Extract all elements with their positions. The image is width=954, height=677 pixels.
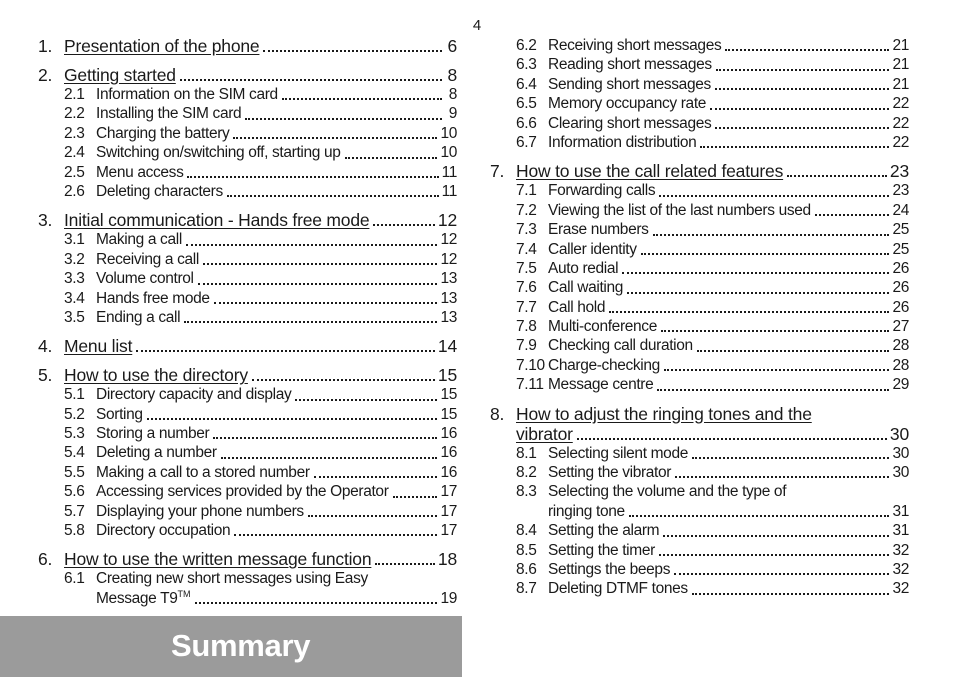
dot-leader: [245, 114, 442, 120]
section-number: 5.4: [64, 444, 85, 462]
section-title: Reading short messages: [548, 56, 712, 74]
section-line[interactable]: [490, 579, 909, 598]
section-line[interactable]: [38, 521, 457, 540]
page-ref: 31: [892, 522, 909, 540]
section-number: 7.2: [516, 201, 537, 219]
section-line-continued[interactable]: [38, 589, 457, 608]
section-number: 7.8: [516, 318, 537, 336]
page-ref: 13: [440, 270, 457, 288]
section-number: 2.6: [64, 182, 85, 200]
page-ref: 12: [437, 210, 457, 231]
section-title: Receiving a call: [96, 250, 199, 268]
section-title-text: Message T9: [96, 589, 178, 607]
section-number: 8.2: [516, 464, 537, 482]
section-number: 6.6: [516, 114, 537, 132]
page-ref: 15: [440, 386, 457, 404]
section-line[interactable]: [490, 55, 909, 74]
section-line[interactable]: [38, 482, 457, 501]
section-line[interactable]: [38, 385, 457, 404]
section-number: 3.5: [64, 308, 85, 326]
section-title: Forwarding calls: [548, 182, 656, 200]
dot-leader: [697, 346, 890, 352]
section-line[interactable]: [38, 182, 457, 201]
page-ref: 28: [892, 337, 909, 355]
section-line[interactable]: [490, 521, 909, 540]
chapter-number: 4.: [38, 336, 53, 357]
section-title: Making a call: [96, 231, 182, 249]
dot-leader: [715, 123, 889, 129]
section-number: 3.3: [64, 270, 85, 288]
chapter-line[interactable]: [38, 210, 457, 230]
dot-leader: [663, 531, 889, 537]
section-title: [548, 502, 625, 521]
page-ref: 26: [892, 298, 909, 316]
dot-leader: [609, 307, 889, 313]
section-number: 3.4: [64, 289, 85, 307]
section-title: Memory occupancy rate: [548, 95, 707, 113]
section-line[interactable]: [490, 133, 909, 152]
page-ref: 22: [892, 114, 909, 132]
dot-leader: [198, 279, 438, 285]
toc-chapter: [38, 65, 457, 201]
section-number: 7.3: [516, 221, 537, 239]
page-ref: 28: [892, 356, 909, 374]
chapter-number: 6.: [38, 549, 53, 570]
page-ref: 14: [437, 336, 457, 357]
dot-leader: [195, 598, 438, 604]
section-line[interactable]: [490, 181, 909, 200]
page-ref: 25: [892, 240, 909, 258]
section-number: 7.11: [516, 376, 544, 394]
section-title: Creating new short messages using Easy: [96, 570, 368, 588]
section-title: Erase numbers: [548, 221, 649, 239]
section-number: 2.2: [64, 105, 85, 123]
summary-banner: [0, 616, 462, 677]
page-ref: 22: [892, 95, 909, 113]
section-number: 5.2: [64, 405, 85, 423]
section-number: 8.1: [516, 444, 537, 462]
section-number: 2.5: [64, 163, 85, 181]
section-title: Charge-checking: [548, 356, 660, 374]
section-title: Auto redial: [548, 259, 619, 277]
toc-chapter: [490, 161, 909, 394]
dot-leader: [787, 171, 887, 177]
dot-leader: [716, 65, 890, 71]
chapter-title-link[interactable]: Getting started: [64, 65, 176, 85]
page-ref: 21: [892, 56, 909, 74]
chapter-line-continued[interactable]: [490, 424, 909, 444]
toc-column-left: [38, 36, 457, 617]
dot-leader: [622, 268, 889, 274]
section-title: Setting the vibrator: [548, 464, 672, 482]
toc-chapter: [38, 210, 457, 327]
section-number: 8.4: [516, 522, 537, 540]
toc-chapter: [38, 365, 457, 540]
section-line[interactable]: [490, 463, 909, 482]
dot-leader: [221, 453, 438, 459]
page-ref: 10: [440, 144, 457, 162]
page-ref: 12: [440, 250, 457, 268]
dot-leader: [664, 365, 890, 371]
page-ref: 15: [437, 365, 457, 386]
section-title: Displaying your phone numbers: [96, 502, 304, 520]
chapter-line[interactable]: [38, 549, 457, 569]
dot-leader: [186, 240, 438, 246]
section-line[interactable]: [490, 375, 909, 394]
section-line[interactable]: [490, 220, 909, 239]
section-title: Directory occupation: [96, 522, 231, 540]
section-title: Making a call to a stored number: [96, 463, 310, 481]
summary-title: Summary: [171, 628, 311, 663]
dot-leader: [659, 191, 889, 197]
section-number: 6.1: [64, 570, 85, 588]
section-title: Settings the beeps: [548, 560, 671, 578]
dot-leader: [136, 346, 435, 352]
section-line-continued[interactable]: [490, 502, 909, 521]
section-line[interactable]: [490, 482, 909, 501]
chapter-title-link[interactable]: Initial communication - Hands free mode: [64, 210, 370, 231]
chapter-title-link[interactable]: vibrator: [516, 423, 573, 444]
dot-leader: [187, 172, 438, 178]
page-ref: 25: [892, 221, 909, 239]
chapter-title-link[interactable]: Menu list: [64, 336, 133, 357]
section-title: Menu access: [96, 163, 184, 181]
section-title: Call hold: [548, 298, 606, 316]
dot-leader: [375, 559, 435, 565]
section-title-text: ringing tone: [548, 502, 625, 520]
page-ref: 6: [447, 36, 457, 56]
section-title: Receiving short messages: [548, 36, 722, 54]
section-title: Accessing services provided by the Operator: [96, 483, 389, 501]
page-ref: 32: [892, 580, 909, 598]
chapter-line[interactable]: [490, 161, 909, 181]
section-line[interactable]: [38, 124, 457, 143]
section-line[interactable]: [38, 463, 457, 482]
chapter-number: 8.: [490, 403, 505, 424]
section-title: Ending a call: [96, 308, 181, 326]
dot-leader: [295, 395, 437, 401]
section-number: 8.5: [516, 541, 537, 559]
section-number: 2.3: [64, 124, 85, 142]
dot-leader: [373, 220, 435, 226]
chapter-title-link[interactable]: How to use the written message function: [64, 549, 372, 570]
section-title: Directory capacity and display: [96, 386, 292, 404]
dot-leader: [657, 385, 889, 391]
section-line[interactable]: [490, 560, 909, 579]
dot-leader: [234, 530, 437, 536]
dot-leader: [629, 511, 890, 517]
section-line[interactable]: [38, 163, 457, 182]
section-number: 8.7: [516, 580, 537, 598]
dot-leader: [227, 191, 439, 197]
section-line[interactable]: [38, 143, 457, 162]
section-number: 2.4: [64, 144, 85, 162]
section-title: Sorting: [96, 405, 143, 423]
dot-leader: [675, 472, 889, 478]
chapter-line[interactable]: [38, 365, 457, 385]
section-line[interactable]: [490, 240, 909, 259]
page-ref: 29: [892, 376, 909, 394]
section-number: 5.7: [64, 502, 85, 520]
page-ref: 8: [447, 65, 457, 85]
chapter-line[interactable]: [38, 36, 457, 56]
section-number: 6.7: [516, 133, 537, 151]
toc-chapter: [38, 549, 457, 608]
page-ref: 12: [440, 231, 457, 249]
section-number: 5.1: [64, 386, 85, 404]
dot-leader: [233, 133, 437, 139]
dot-leader: [661, 326, 889, 332]
chapter-number: 7.: [490, 161, 505, 182]
page-ref: 30: [892, 444, 909, 462]
section-title: Setting the timer: [548, 541, 655, 559]
section-line[interactable]: [38, 308, 457, 327]
section-line[interactable]: [490, 201, 909, 220]
page-ref: 16: [440, 425, 457, 443]
chapter-title-link[interactable]: Presentation of the phone: [64, 36, 260, 56]
section-number: 6.4: [516, 75, 537, 93]
section-line[interactable]: [490, 75, 909, 94]
section-line[interactable]: [490, 317, 909, 336]
section-line[interactable]: [38, 424, 457, 443]
section-title: Sending short messages: [548, 75, 711, 93]
page-ref: 21: [892, 75, 909, 93]
chapter-number: 1.: [38, 36, 53, 56]
section-line[interactable]: [490, 36, 909, 55]
dot-leader: [659, 550, 890, 556]
section-line[interactable]: [490, 444, 909, 463]
toc-chapter: [490, 36, 909, 152]
section-number: 5.8: [64, 522, 85, 540]
section-title: Call waiting: [548, 279, 624, 297]
toc-chapter: [38, 36, 457, 56]
section-line[interactable]: [490, 356, 909, 375]
section-number: 6.5: [516, 95, 537, 113]
chapter-number: 3.: [38, 210, 53, 231]
page-ref: 26: [892, 259, 909, 277]
page-ref: 21: [892, 36, 909, 54]
section-line[interactable]: [38, 443, 457, 462]
dot-leader: [213, 433, 437, 439]
dot-leader: [715, 84, 890, 90]
section-line[interactable]: [490, 541, 909, 560]
section-line[interactable]: [38, 569, 457, 588]
section-title: Information on the SIM card: [96, 85, 278, 103]
section-number: 7.7: [516, 298, 537, 316]
chapter-title-link[interactable]: How to use the directory: [64, 365, 248, 386]
dot-leader: [692, 453, 889, 459]
section-number: 5.6: [64, 483, 85, 501]
section-line[interactable]: [490, 298, 909, 317]
chapter-number: 5.: [38, 365, 53, 386]
page-ref: 32: [892, 560, 909, 578]
dot-leader: [577, 434, 887, 440]
section-line[interactable]: [38, 405, 457, 424]
section-line[interactable]: [490, 94, 909, 113]
toc-column-right: [490, 36, 909, 608]
section-title: Charging the battery: [96, 124, 230, 142]
dot-leader: [263, 46, 442, 52]
trademark-mark: TM: [177, 588, 191, 599]
dot-leader: [815, 210, 890, 216]
dot-leader: [147, 414, 438, 420]
section-number: 7.1: [516, 182, 537, 200]
chapter-title-link[interactable]: How to use the call related features: [516, 161, 784, 182]
section-title: Clearing short messages: [548, 114, 712, 132]
dot-leader: [180, 75, 442, 81]
section-number: 7.6: [516, 279, 537, 297]
page-ref: 11: [441, 163, 457, 181]
page-ref: 17: [440, 522, 457, 540]
chapter-line[interactable]: [490, 404, 909, 424]
page-ref: 10: [440, 124, 457, 142]
dot-leader: [252, 375, 435, 381]
page-ref: 24: [892, 201, 909, 219]
page-ref: 27: [892, 318, 909, 336]
page-ref: 30: [889, 423, 909, 444]
section-number: 8.3: [516, 483, 537, 501]
page-ref: 8: [448, 85, 457, 103]
chapter-line[interactable]: [38, 65, 457, 85]
dot-leader: [653, 230, 890, 236]
page-ref: 15: [440, 405, 457, 423]
section-title: Storing a number: [96, 425, 210, 443]
section-title: Selecting silent mode: [548, 444, 688, 462]
section-line[interactable]: [38, 289, 457, 308]
section-title: Deleting characters: [96, 182, 223, 200]
page-ref: 11: [441, 182, 457, 200]
dot-leader: [184, 317, 437, 323]
section-line[interactable]: [490, 259, 909, 278]
section-title: Caller identity: [548, 240, 637, 258]
section-title: Volume control: [96, 270, 194, 288]
section-number: 3.2: [64, 250, 85, 268]
dot-leader: [674, 569, 889, 575]
section-number: 7.10: [516, 356, 545, 374]
dot-leader: [282, 94, 442, 100]
section-number: 8.6: [516, 560, 537, 578]
page-ref: 22: [892, 133, 909, 151]
page-ref: 13: [440, 289, 457, 307]
section-number: 6.2: [516, 36, 537, 54]
page-ref: 23: [892, 182, 909, 200]
section-line[interactable]: [38, 250, 457, 269]
page-ref: 17: [440, 483, 457, 501]
dot-leader: [725, 45, 889, 51]
dot-leader: [700, 142, 889, 148]
page-ref: 18: [437, 549, 457, 570]
page-ref: 17: [440, 502, 457, 520]
page-ref: 32: [892, 541, 909, 559]
section-title: Multi-conference: [548, 318, 657, 336]
dot-leader: [393, 492, 438, 498]
page-ref: 30: [892, 464, 909, 482]
section-title: Hands free mode: [96, 289, 210, 307]
dot-leader: [641, 249, 890, 255]
section-line[interactable]: [38, 85, 457, 104]
section-title: Switching on/switching off, starting up: [96, 144, 341, 162]
section-title: Installing the SIM card: [96, 105, 242, 123]
dot-leader: [627, 288, 889, 294]
dot-leader: [692, 589, 890, 595]
dot-leader: [710, 104, 889, 110]
section-number: 5.5: [64, 463, 85, 481]
section-number: 7.9: [516, 337, 537, 355]
chapter-number: 2.: [38, 65, 53, 85]
dot-leader: [345, 153, 438, 159]
page-ref: 16: [440, 444, 457, 462]
section-number: 2.1: [64, 85, 85, 103]
page-ref: 31: [892, 502, 909, 520]
dot-leader: [203, 259, 438, 265]
section-line[interactable]: [490, 114, 909, 133]
chapter-title-link[interactable]: How to adjust the ringing tones and the: [516, 403, 812, 424]
section-line[interactable]: [38, 104, 457, 123]
page-ref: 13: [440, 308, 457, 326]
dot-leader: [314, 472, 438, 478]
section-line[interactable]: [490, 336, 909, 355]
toc-chapter: [490, 404, 909, 599]
section-line[interactable]: [38, 269, 457, 288]
toc-chapter: [38, 336, 457, 356]
section-title: [96, 589, 191, 608]
section-title: Setting the alarm: [548, 522, 660, 540]
page-ref: 23: [889, 161, 909, 182]
page-ref: 9: [448, 105, 457, 123]
page-ref: 19: [440, 589, 457, 607]
section-title: Selecting the volume and the type of: [548, 483, 787, 501]
section-number: 7.4: [516, 240, 537, 258]
section-number: 6.3: [516, 56, 537, 74]
section-number: 7.5: [516, 259, 537, 277]
chapter-line[interactable]: [38, 336, 457, 356]
section-title: Message centre: [548, 376, 654, 394]
section-line[interactable]: [490, 278, 909, 297]
section-title: Deleting DTMF tones: [548, 580, 688, 598]
page-ref: 26: [892, 279, 909, 297]
dot-leader: [308, 511, 438, 517]
dot-leader: [214, 298, 438, 304]
section-line[interactable]: [38, 230, 457, 249]
page-ref: 16: [440, 463, 457, 481]
section-title: Information distribution: [548, 133, 697, 151]
section-title: Viewing the list of the last numbers used: [548, 201, 811, 219]
page-number: 4: [472, 17, 482, 34]
section-number: 5.3: [64, 425, 85, 443]
section-title: Checking call duration: [548, 337, 693, 355]
section-number: 3.1: [64, 231, 85, 249]
section-title: Deleting a number: [96, 444, 217, 462]
section-line[interactable]: [38, 502, 457, 521]
